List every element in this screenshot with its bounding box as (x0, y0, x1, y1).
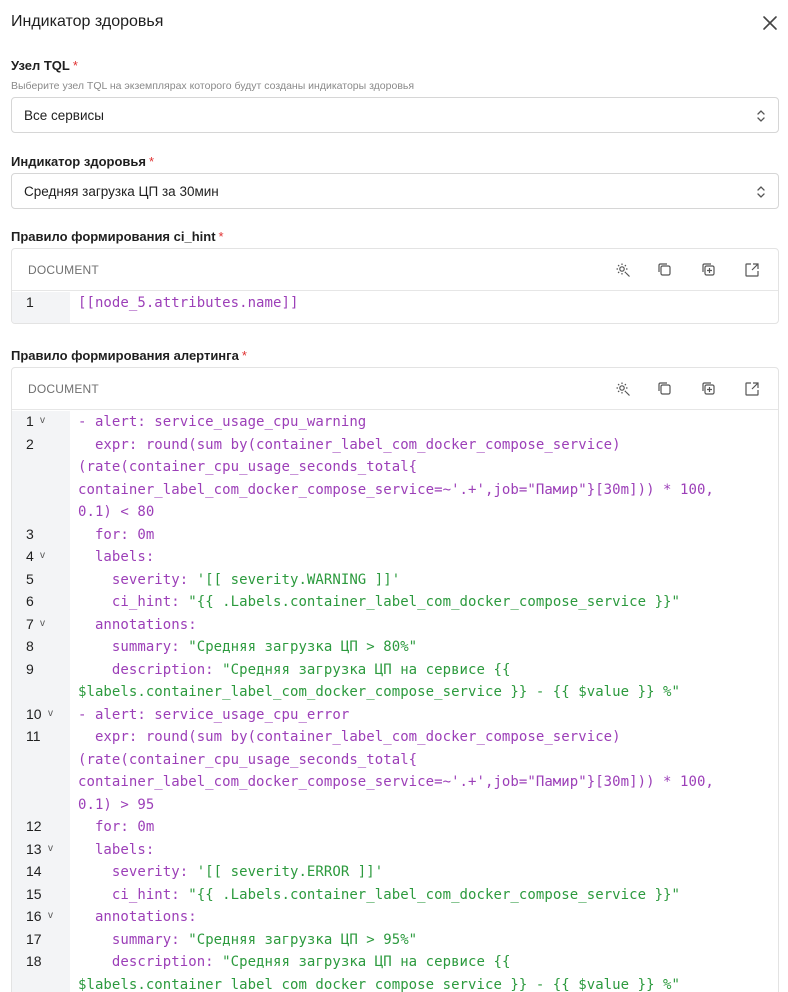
code-token: summary: (78, 639, 189, 655)
dialog-title: Индикатор здоровья (11, 13, 164, 30)
line-number-text: 13 (26, 840, 42, 857)
required-mark: * (72, 58, 78, 73)
line-number-text: 11 (26, 728, 41, 744)
fold-icon[interactable]: v (40, 617, 45, 629)
line-number (12, 749, 70, 772)
copy-icon[interactable] (656, 261, 674, 279)
code-token: - alert: service_usage_cpu_warning (78, 414, 367, 430)
code-token: ci_hint: (78, 886, 189, 903)
line-number-text: 6 (26, 593, 34, 609)
code-token: labels: (78, 841, 155, 858)
code-token: (rate(container_cpu_usage_seconds_total{ (78, 751, 418, 768)
line-number-text: 7 (26, 615, 34, 632)
code-string: "Средняя загрузка ЦП на сервисе {{ (222, 954, 511, 970)
code-line (78, 636, 417, 659)
line-number-text: 5 (26, 570, 34, 587)
tql-node-select[interactable] (11, 97, 779, 133)
line-number (12, 771, 70, 794)
code-line (78, 614, 197, 637)
line-number (12, 951, 70, 974)
code-token: expr: round(sum by(container_label_com_docker_compose_service) (78, 436, 621, 453)
code-token: for: 0m (78, 526, 155, 543)
line-number-text: 16 (26, 908, 42, 924)
chevron-updown-icon (756, 184, 766, 200)
line-number-text: 12 (26, 818, 42, 834)
code-token: - alert: service_usage_cpu_error (78, 706, 350, 723)
code-string: '[[ severity.WARNING ]]' (196, 571, 401, 588)
code-line (78, 861, 383, 884)
code-token: container_label_com_docker_compose_service=~'.+',job="Памир"}[30m])) * 100, (78, 774, 714, 790)
code-line (78, 546, 154, 569)
code-token: [[node_5.attributes.name]] (78, 295, 299, 311)
line-number (12, 569, 70, 592)
line-number (12, 636, 70, 659)
code-line (78, 456, 417, 479)
expand-icon[interactable] (743, 380, 761, 398)
fold-icon[interactable]: v (48, 910, 53, 921)
code-token: container_label_com_docker_compose_service=~'.+',job="Памир"}[30m])) * 100, (78, 481, 714, 498)
line-number (12, 659, 70, 682)
line-number (12, 704, 70, 727)
code-line (78, 524, 154, 547)
close-icon[interactable] (759, 12, 781, 34)
fold-icon[interactable]: v (48, 707, 53, 719)
line-number (12, 434, 70, 457)
line-number-text: 18 (26, 953, 42, 969)
editor-toolbar (12, 249, 778, 291)
code-string: $labels.container_label_com_docker_compose_service }} - {{ $value }} %" (78, 976, 680, 992)
line-number (12, 816, 70, 839)
line-number (12, 794, 70, 817)
code-token: (rate(container_cpu_usage_seconds_total{ (78, 459, 418, 475)
fold-icon[interactable]: v (48, 842, 53, 854)
line-number (12, 501, 70, 524)
code-line (78, 749, 417, 772)
alerting-rule-label-text: Правило формирования алертинга (11, 348, 239, 363)
ci-hint-editor[interactable] (11, 248, 779, 324)
ci-hint-rule-label (11, 229, 224, 244)
required-mark: * (241, 348, 247, 363)
code-token: labels: (78, 549, 155, 565)
code-token: for: 0m (78, 819, 155, 835)
code-string: "Средняя загрузка ЦП > 80%" (188, 639, 418, 655)
line-number (12, 974, 70, 992)
required-mark: * (148, 154, 155, 169)
line-number-text: 3 (26, 525, 34, 542)
code-string: $labels.container_label_com_docker_compose_service }} - {{ $value }} %" (78, 684, 680, 700)
add-copy-icon[interactable] (700, 380, 718, 398)
line-number-text: 10 (26, 705, 42, 722)
code-string: "Средняя загрузка ЦП на сервисе {{ (222, 661, 511, 678)
code-token: 0.1) > 95 (78, 796, 155, 813)
line-number-text: 2 (26, 435, 34, 452)
tql-node-hint: Выберите узел TQL на экземплярах которого будут созданы индикаторы здоровья (11, 80, 415, 92)
line-number (12, 292, 70, 315)
tql-node-label (11, 58, 78, 73)
code-line (78, 726, 621, 749)
line-number (12, 411, 70, 434)
required-mark: * (218, 229, 224, 244)
code-line (78, 794, 154, 817)
alerting-rule-label (11, 348, 247, 363)
settings-icon[interactable] (614, 261, 632, 279)
code-token: description: (78, 954, 223, 970)
chevron-updown-icon (756, 108, 766, 124)
code-token: expr: round(sum by(container_label_com_docker_compose_service) (78, 729, 621, 745)
code-line (78, 906, 197, 929)
code-line (78, 479, 714, 502)
code-line (78, 681, 680, 704)
line-number (12, 456, 70, 479)
line-number (12, 861, 70, 884)
dialog-header (0, 0, 788, 46)
alerting-editor[interactable] (11, 367, 779, 992)
line-number (12, 681, 70, 704)
health-indicator-label (11, 154, 154, 169)
ci-hint-rule-label-text: Правило формирования ci_hint (11, 229, 216, 244)
code-token: severity: (78, 864, 197, 880)
editor-toolbar (12, 368, 778, 410)
code-line (78, 771, 714, 794)
code-token: annotations: (78, 616, 197, 633)
expand-icon[interactable] (743, 261, 761, 279)
code-token: description: (78, 661, 223, 678)
line-number (12, 591, 70, 614)
line-number (12, 906, 70, 929)
code-token: severity: (78, 571, 197, 588)
copy-icon[interactable] (656, 380, 674, 398)
line-number-text: 1 (26, 294, 34, 310)
code-line (78, 501, 154, 524)
code-token: ci_hint: (78, 594, 189, 610)
code-string: "{{ .Labels.container_label_com_docker_compose_service }}" (188, 886, 680, 903)
line-number (12, 479, 70, 502)
line-number-text: 17 (26, 930, 42, 947)
code-line (78, 704, 349, 727)
code-string: "Средняя загрузка ЦП > 95%" (188, 931, 418, 948)
line-number (12, 726, 70, 749)
code-line (78, 659, 510, 682)
code-line (78, 591, 680, 614)
line-number-text: 15 (26, 885, 42, 902)
line-number-text: 9 (26, 660, 34, 677)
code-line (78, 569, 400, 592)
code-line (78, 292, 298, 315)
code-line (78, 434, 621, 457)
tql-node-label-text: Узел TQL (11, 58, 70, 73)
code-line (78, 411, 366, 434)
line-number (12, 614, 70, 637)
tql-node-value: Все сервисы (24, 108, 104, 123)
fold-icon[interactable]: v (40, 550, 45, 561)
code-line (78, 816, 154, 839)
code-line (78, 974, 680, 992)
code-string: '[[ severity.ERROR ]]' (196, 864, 384, 880)
editor-title: DOCUMENT (28, 382, 99, 396)
line-number-text: 1 (26, 413, 34, 429)
editor-title: DOCUMENT (28, 263, 99, 277)
fold-icon[interactable]: v (40, 415, 45, 426)
code-string: "{{ .Labels.container_label_com_docker_compose_service }}" (188, 594, 680, 610)
line-number (12, 546, 70, 569)
line-number-text: 8 (26, 638, 34, 654)
code-line (78, 884, 680, 907)
line-number (12, 884, 70, 907)
health-indicator-value: Средняя загрузка ЦП за 30мин (24, 184, 219, 199)
line-number (12, 524, 70, 547)
health-indicator-label-text: Индикатор здоровья (11, 154, 146, 169)
code-line (78, 951, 510, 974)
add-copy-icon[interactable] (700, 261, 718, 279)
code-token: summary: (78, 931, 189, 948)
code-token: 0.1) < 80 (78, 504, 155, 520)
line-number (12, 929, 70, 952)
health-indicator-select[interactable] (11, 173, 779, 209)
line-number (12, 839, 70, 862)
code-line (78, 839, 154, 862)
settings-icon[interactable] (614, 380, 632, 398)
code-line (78, 929, 417, 952)
line-number-text: 14 (26, 863, 42, 879)
line-number-text: 4 (26, 548, 34, 564)
code-token: annotations: (78, 909, 197, 925)
